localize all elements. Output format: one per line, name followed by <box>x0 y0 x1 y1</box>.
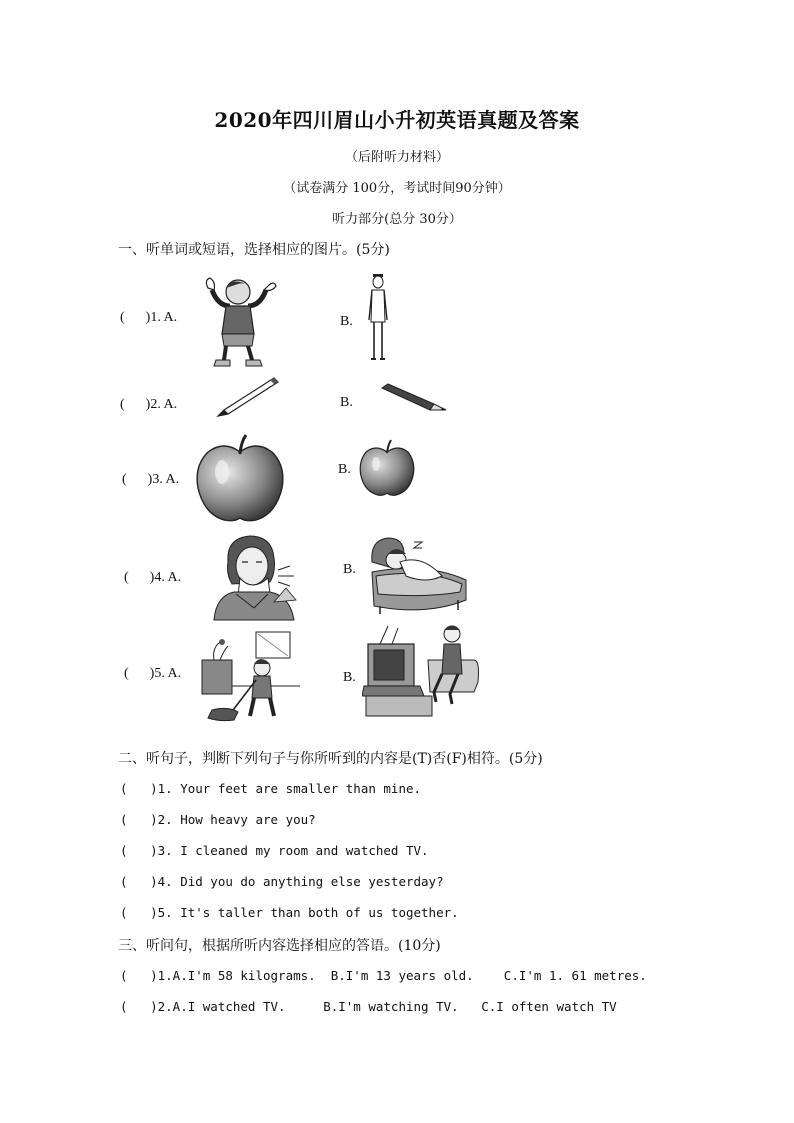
s2-item-1: ( )1. Your feet are smaller than mine. <box>120 781 422 796</box>
s2-item-3: ( )3. I cleaned my room and watched TV. <box>120 843 429 858</box>
subtitle: （后附听力材料） <box>344 150 449 165</box>
q2-b-label: B. <box>340 395 353 410</box>
small-apple-image <box>358 438 416 498</box>
q4-b-label: B. <box>343 562 356 577</box>
page-title: 2020年四川眉山小升初英语真题及答案 <box>214 108 580 132</box>
sleeping-bed-image <box>366 532 474 616</box>
q5-label: ( )5. A. <box>124 666 182 681</box>
section2-heading: 二、听句子，判断下列句子与你所听到的内容是(T)否(F)相符。(5分) <box>118 751 543 767</box>
thin-man-image <box>364 272 392 364</box>
big-apple-image <box>194 432 286 524</box>
q3-label: ( )3. A. <box>122 472 180 487</box>
s3-item-2: ( )2.A.I watched TV. B.I'm watching TV. C.I often watch TV <box>120 999 617 1014</box>
q3-b-label: B. <box>338 462 351 477</box>
sneezing-girl-image <box>210 532 302 622</box>
q4-label: ( )4. A. <box>124 570 182 585</box>
q2-label: ( )2. A. <box>120 397 178 412</box>
s2-item-2: ( )2. How heavy are you? <box>120 812 316 827</box>
q1-label: ( )1. A. <box>120 310 178 325</box>
q1-b-label: B. <box>340 314 353 329</box>
section1-heading: 一、听单词或短语，选择相应的图片。(5分) <box>118 242 390 258</box>
s2-item-4: ( )4. Did you do anything else yesterday? <box>120 874 444 889</box>
pencil-image <box>214 374 280 420</box>
s2-item-5: ( )5. It's taller than both of us together. <box>120 905 459 920</box>
sweeping-boy-image <box>200 630 302 724</box>
listening-header: 听力部分(总分 30分） <box>332 212 462 227</box>
q5-b-label: B. <box>343 670 356 685</box>
s3-item-1: ( )1.A.I'm 58 kilograms. B.I'm 13 years old. C.I'm 1. 61 metres. <box>120 968 647 983</box>
short-pencil-image <box>378 382 450 412</box>
section3-heading: 三、听问句，根据所听内容选择相应的答语。(10分) <box>118 938 441 954</box>
strong-boy-image <box>198 276 280 370</box>
exam-info: （试卷满分 100分，考试时间90分钟） <box>283 181 511 196</box>
watching-tv-image <box>362 622 482 718</box>
